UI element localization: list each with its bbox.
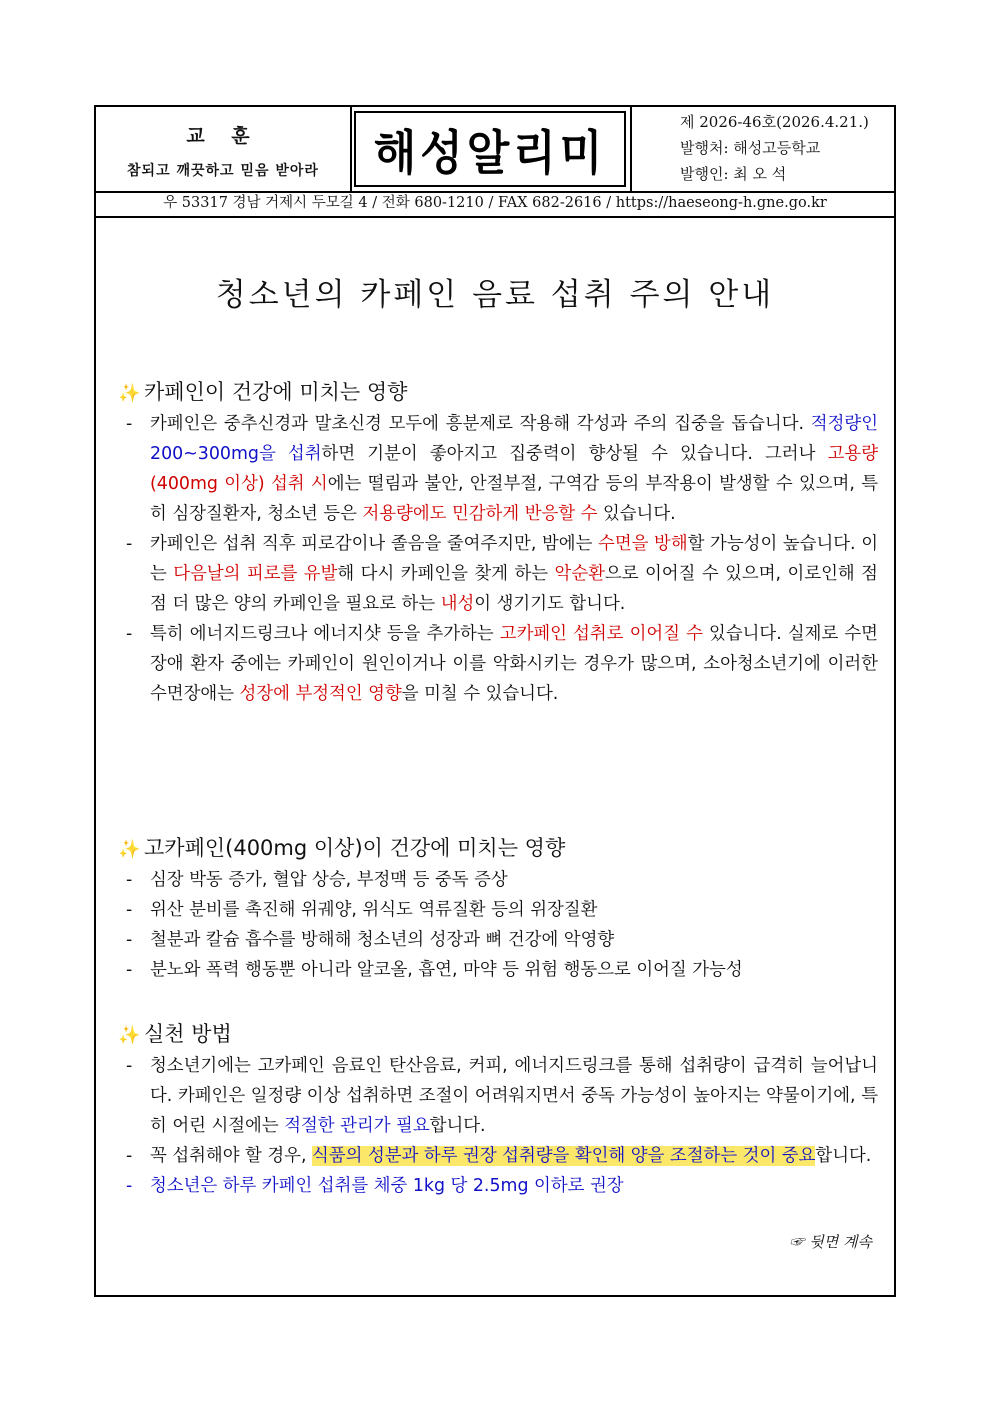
list-item	[118, 409, 878, 529]
publisher: 발행처: 해성고등학교	[680, 139, 821, 157]
emphasis-text: 고용량(400mg 이상) 섭취 시	[150, 444, 878, 494]
list-item	[118, 1141, 878, 1171]
list-item	[118, 955, 878, 985]
body-text: 합니다.	[429, 1116, 486, 1136]
dash-bullet: -	[126, 960, 133, 980]
emphasis-text: 고카페인 섭취로 이어질 수	[499, 624, 703, 644]
masthead-frame	[354, 111, 626, 187]
body-text: 있습니다.	[597, 504, 676, 524]
list-item	[118, 1171, 878, 1201]
section-practice	[118, 1019, 878, 1201]
masthead-box	[350, 107, 632, 191]
bullet-list	[118, 409, 878, 709]
address-bar: 우 53317 경남 거제시 두모길 4 / 전화 680-1210 / FAX 682-2616 / https://haeseong-h.gne.go.kr	[96, 191, 894, 218]
list-item	[118, 1051, 878, 1141]
body-text: 심장 박동 증가, 혈압 상승, 부정맥 등 중독 증상	[150, 870, 508, 890]
emphasis-text: 청소년은 하루 카페인 섭취를 체중 1kg 당 2.5mg 이하로 권장	[150, 1176, 624, 1196]
section-heading	[118, 377, 878, 409]
list-item	[118, 865, 878, 895]
issuer: 발행인: 최 오 석	[680, 165, 787, 183]
body-text: 있습니다. 실제로 수면장애 환자 중에는 카페인이 원인이거나 이를 악화시키는 경우가 많으며, 소아청소년기에 이러한 수면장애는	[150, 624, 878, 704]
dash-bullet: -	[126, 870, 133, 890]
newsletter-header	[96, 107, 894, 193]
bullet-list	[118, 1051, 878, 1201]
emphasis-text: 적정량인 200~300mg을 섭취	[150, 414, 878, 464]
sparkle-icon: ✨	[118, 1025, 141, 1046]
dash-bullet: -	[126, 534, 133, 554]
list-item	[118, 619, 878, 709]
body-text: 특히 에너지드링크나 에너지샷 등을 추가하는	[150, 624, 500, 644]
section-heading-text: 실천 방법	[144, 1022, 232, 1046]
body-text: 꼭 섭취해야 할 경우,	[150, 1146, 313, 1166]
list-item	[118, 529, 878, 619]
body-text: 이 생기기도 합니다.	[474, 594, 626, 614]
emphasis-text: 저용량에도 민감하게 반응할 수	[362, 504, 598, 524]
motto-title: 교 훈	[186, 125, 260, 147]
dash-bullet: -	[126, 1176, 133, 1196]
body-text: 할 가능성이 높습니다. 이는	[150, 534, 879, 584]
sparkle-icon: ✨	[118, 839, 141, 860]
body-text: 철분과 칼슘 흡수를 방해해 청소년의 성장과 뼈 건강에 악영향	[150, 930, 615, 950]
dash-bullet: -	[126, 624, 133, 644]
school-motto-box	[96, 107, 352, 191]
body-text: 하면 기분이 좋아지고 집중력이 향상될 수 있습니다. 그러나	[321, 444, 828, 464]
emphasis-text: 수면을 방해	[598, 534, 688, 554]
section-heading-text: 고카페인(400mg 이상)이 건강에 미치는 영향	[144, 836, 566, 860]
body-text: 카페인은 중추신경과 말초신경 모두에 흥분제로 작용해 각성과 주의 집중을 돕습니다.	[150, 414, 811, 434]
dash-bullet: -	[126, 414, 133, 434]
bullet-list	[118, 865, 878, 985]
list-item	[118, 925, 878, 955]
dash-bullet: -	[126, 900, 133, 920]
body-text: 에는 떨림과 불안, 안절부절, 구역감 등의 부작용이 발생할 수 있으며, 특히 심장질환자, 청소년 등은	[150, 474, 878, 524]
emphasis-text: 식품의 성분과 하루 권장 섭취량을 확인해 양을 조절하는 것이 중요	[312, 1146, 816, 1166]
issue-number: 제 2026-46호(2026.4.21.)	[680, 113, 869, 131]
body-text: 청소년기에는 고카페인 음료인 탄산음료, 커피, 에너지드링크를 통해 섭취량이 급격히 늘어납니다. 카페인은 일정량 이상 섭취하면 조절이 어려워지면서 중독 가능성이 높아지는 약물이기에, 특히 어린 시절에는	[150, 1056, 878, 1136]
list-item	[118, 895, 878, 925]
masthead-title: 해성알리미	[373, 126, 607, 182]
body-text: 해 다시 카페인을 찾게 하는	[337, 564, 555, 584]
section-heading	[118, 1019, 878, 1051]
body-text: 위산 분비를 촉진해 위궤양, 위식도 역류질환 등의 위장질환	[150, 900, 598, 920]
dash-bullet: -	[126, 1146, 133, 1166]
emphasis-text: 다음날의 피로를 유발	[173, 564, 338, 584]
issue-info	[630, 107, 894, 191]
dash-bullet: -	[126, 930, 133, 950]
sparkle-icon: ✨	[118, 383, 141, 404]
continued-note: ☞ 뒷면 계속	[789, 1233, 872, 1251]
section-heading	[118, 833, 878, 865]
emphasis-text: 악순환	[554, 564, 605, 584]
section-high-caffeine-effects	[118, 833, 878, 985]
emphasis-text: 내성	[440, 594, 475, 614]
page-title: 청소년의 카페인 음료 섭취 주의 안내	[215, 277, 775, 313]
body-text: 을 미칠 수 있습니다.	[401, 684, 559, 704]
section-caffeine-effects	[118, 377, 878, 709]
body-text: 분노와 폭력 행동뿐 아니라 알코올, 흡연, 마약 등 위험 행동으로 이어질 가능성	[150, 960, 743, 980]
dash-bullet: -	[126, 1056, 133, 1076]
emphasis-text: 성장에 부정적인 영향	[239, 684, 402, 704]
emphasis-text: 적절한 관리가 필요	[284, 1116, 430, 1136]
motto-text: 참되고 깨끗하고 믿음 받아라	[127, 163, 319, 179]
body-text: 합니다.	[815, 1146, 872, 1166]
body-text: 으로 이어질 수 있으며, 이로인해 점점 더 많은 양의 카페인을 필요로 하는	[150, 564, 878, 614]
newsletter-sheet	[94, 105, 896, 1297]
body-text: 카페인은 섭취 직후 피로감이나 졸음을 줄여주지만, 밤에는	[150, 534, 599, 554]
section-heading-text: 카페인이 건강에 미치는 영향	[144, 380, 408, 404]
